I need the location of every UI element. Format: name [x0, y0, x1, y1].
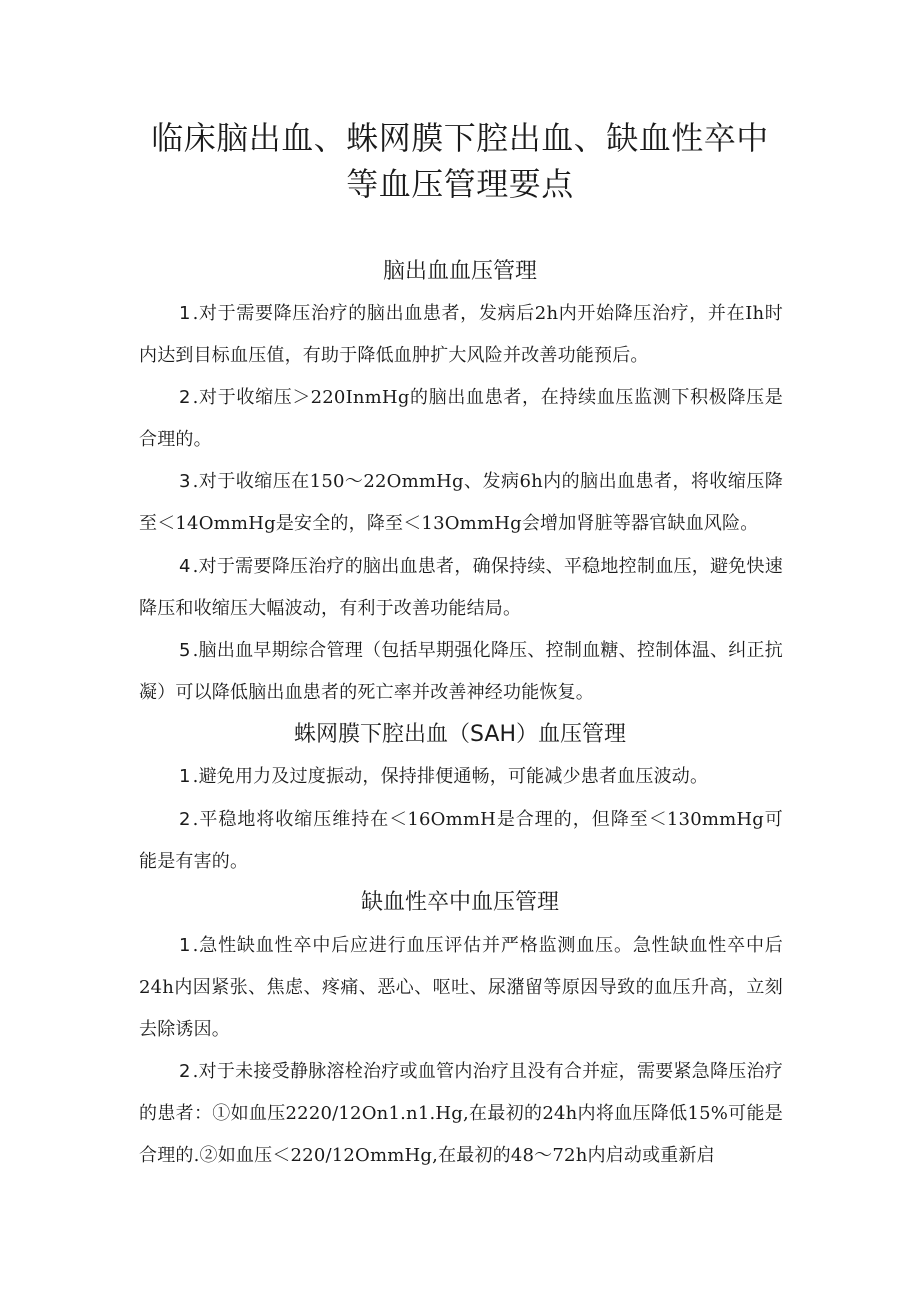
item-text: .对于收缩压在150〜22OmmHg、发病6h内的脑出血患者，将收缩压降至＜14OmmHg是安全的，降至＜13OmmHg会增加肾脏等器官缺血风险。 [139, 471, 783, 534]
paragraph-item [139, 799, 783, 883]
item-number: 2 [179, 1061, 191, 1082]
item-text: .脑出血早期综合管理（包括早期强化降压、控制血糖、控制体温、纠正抗凝）可以降低脑出血患者的死亡率并改善神经功能恢复。 [139, 640, 783, 703]
section-heading-ich: 脑出血血压管理 [382, 259, 537, 284]
item-text: .对于未接受静脉溶栓治疗或血管内治疗且没有合并症，需要紧急降压治疗的患者：①如血压2220/12On1.n1.Hg,在最初的24h内将血压降低15%可能是合理的.②如血压＜220/12OmmHg,在最初的48〜72h内启动或重新启 [139, 1061, 783, 1166]
paragraph-item [139, 377, 783, 461]
item-text: .对于收缩压＞220InmHg的脑出血患者，在持续血压监测下积极降压是合理的。 [139, 387, 783, 450]
paragraph-item [139, 925, 783, 1051]
document-title-line-1: 临床脑出血、蛛网膜下腔出血、缺血性卒中 [151, 119, 769, 157]
item-text: .急性缺血性卒中后应进行血压评估并严格监测血压。急性缺血性卒中后24h内因紧张、焦虑、疼痛、恶心、呕吐、尿潴留等原因导致的血压升高，立刻去除诱因。 [139, 935, 783, 1040]
paragraph-item [139, 461, 783, 545]
item-number: 1 [179, 303, 191, 324]
paragraph-item [139, 1051, 783, 1177]
item-number: 3 [179, 471, 191, 492]
section-heading-sah: 蛛网膜下腔出血（SAH）血压管理 [294, 722, 626, 747]
item-number: 1 [179, 766, 191, 787]
paragraph-item [139, 756, 783, 798]
item-text: .平稳地将收缩压维持在＜16OmmH是合理的，但降至＜130mmHg可能是有害的。 [139, 809, 783, 872]
item-text: .对于需要降压治疗的脑出血患者，发病后2h内开始降压治疗，并在Ih时内达到目标血压值，有助于降低血肿扩大风险并改善功能预后。 [139, 303, 783, 366]
document-title-line-2: 等血压管理要点 [346, 165, 574, 203]
item-text: .对于需要降压治疗的脑出血患者，确保持续、平稳地控制血压，避免快速降压和收缩压大幅波动，有利于改善功能结局。 [139, 556, 783, 619]
item-text: .避免用力及过度振动，保持排便通畅，可能减少患者血压波动。 [192, 766, 709, 787]
item-number: 2 [179, 387, 191, 408]
section-heading-ischemic-stroke: 缺血性卒中血压管理 [360, 890, 559, 915]
item-number: 2 [179, 809, 191, 830]
item-number: 4 [179, 556, 191, 577]
paragraph-item [139, 630, 783, 714]
item-number: 1 [179, 935, 191, 956]
item-number: 5 [179, 640, 191, 661]
paragraph-item [139, 546, 783, 630]
paragraph-item [139, 293, 783, 377]
